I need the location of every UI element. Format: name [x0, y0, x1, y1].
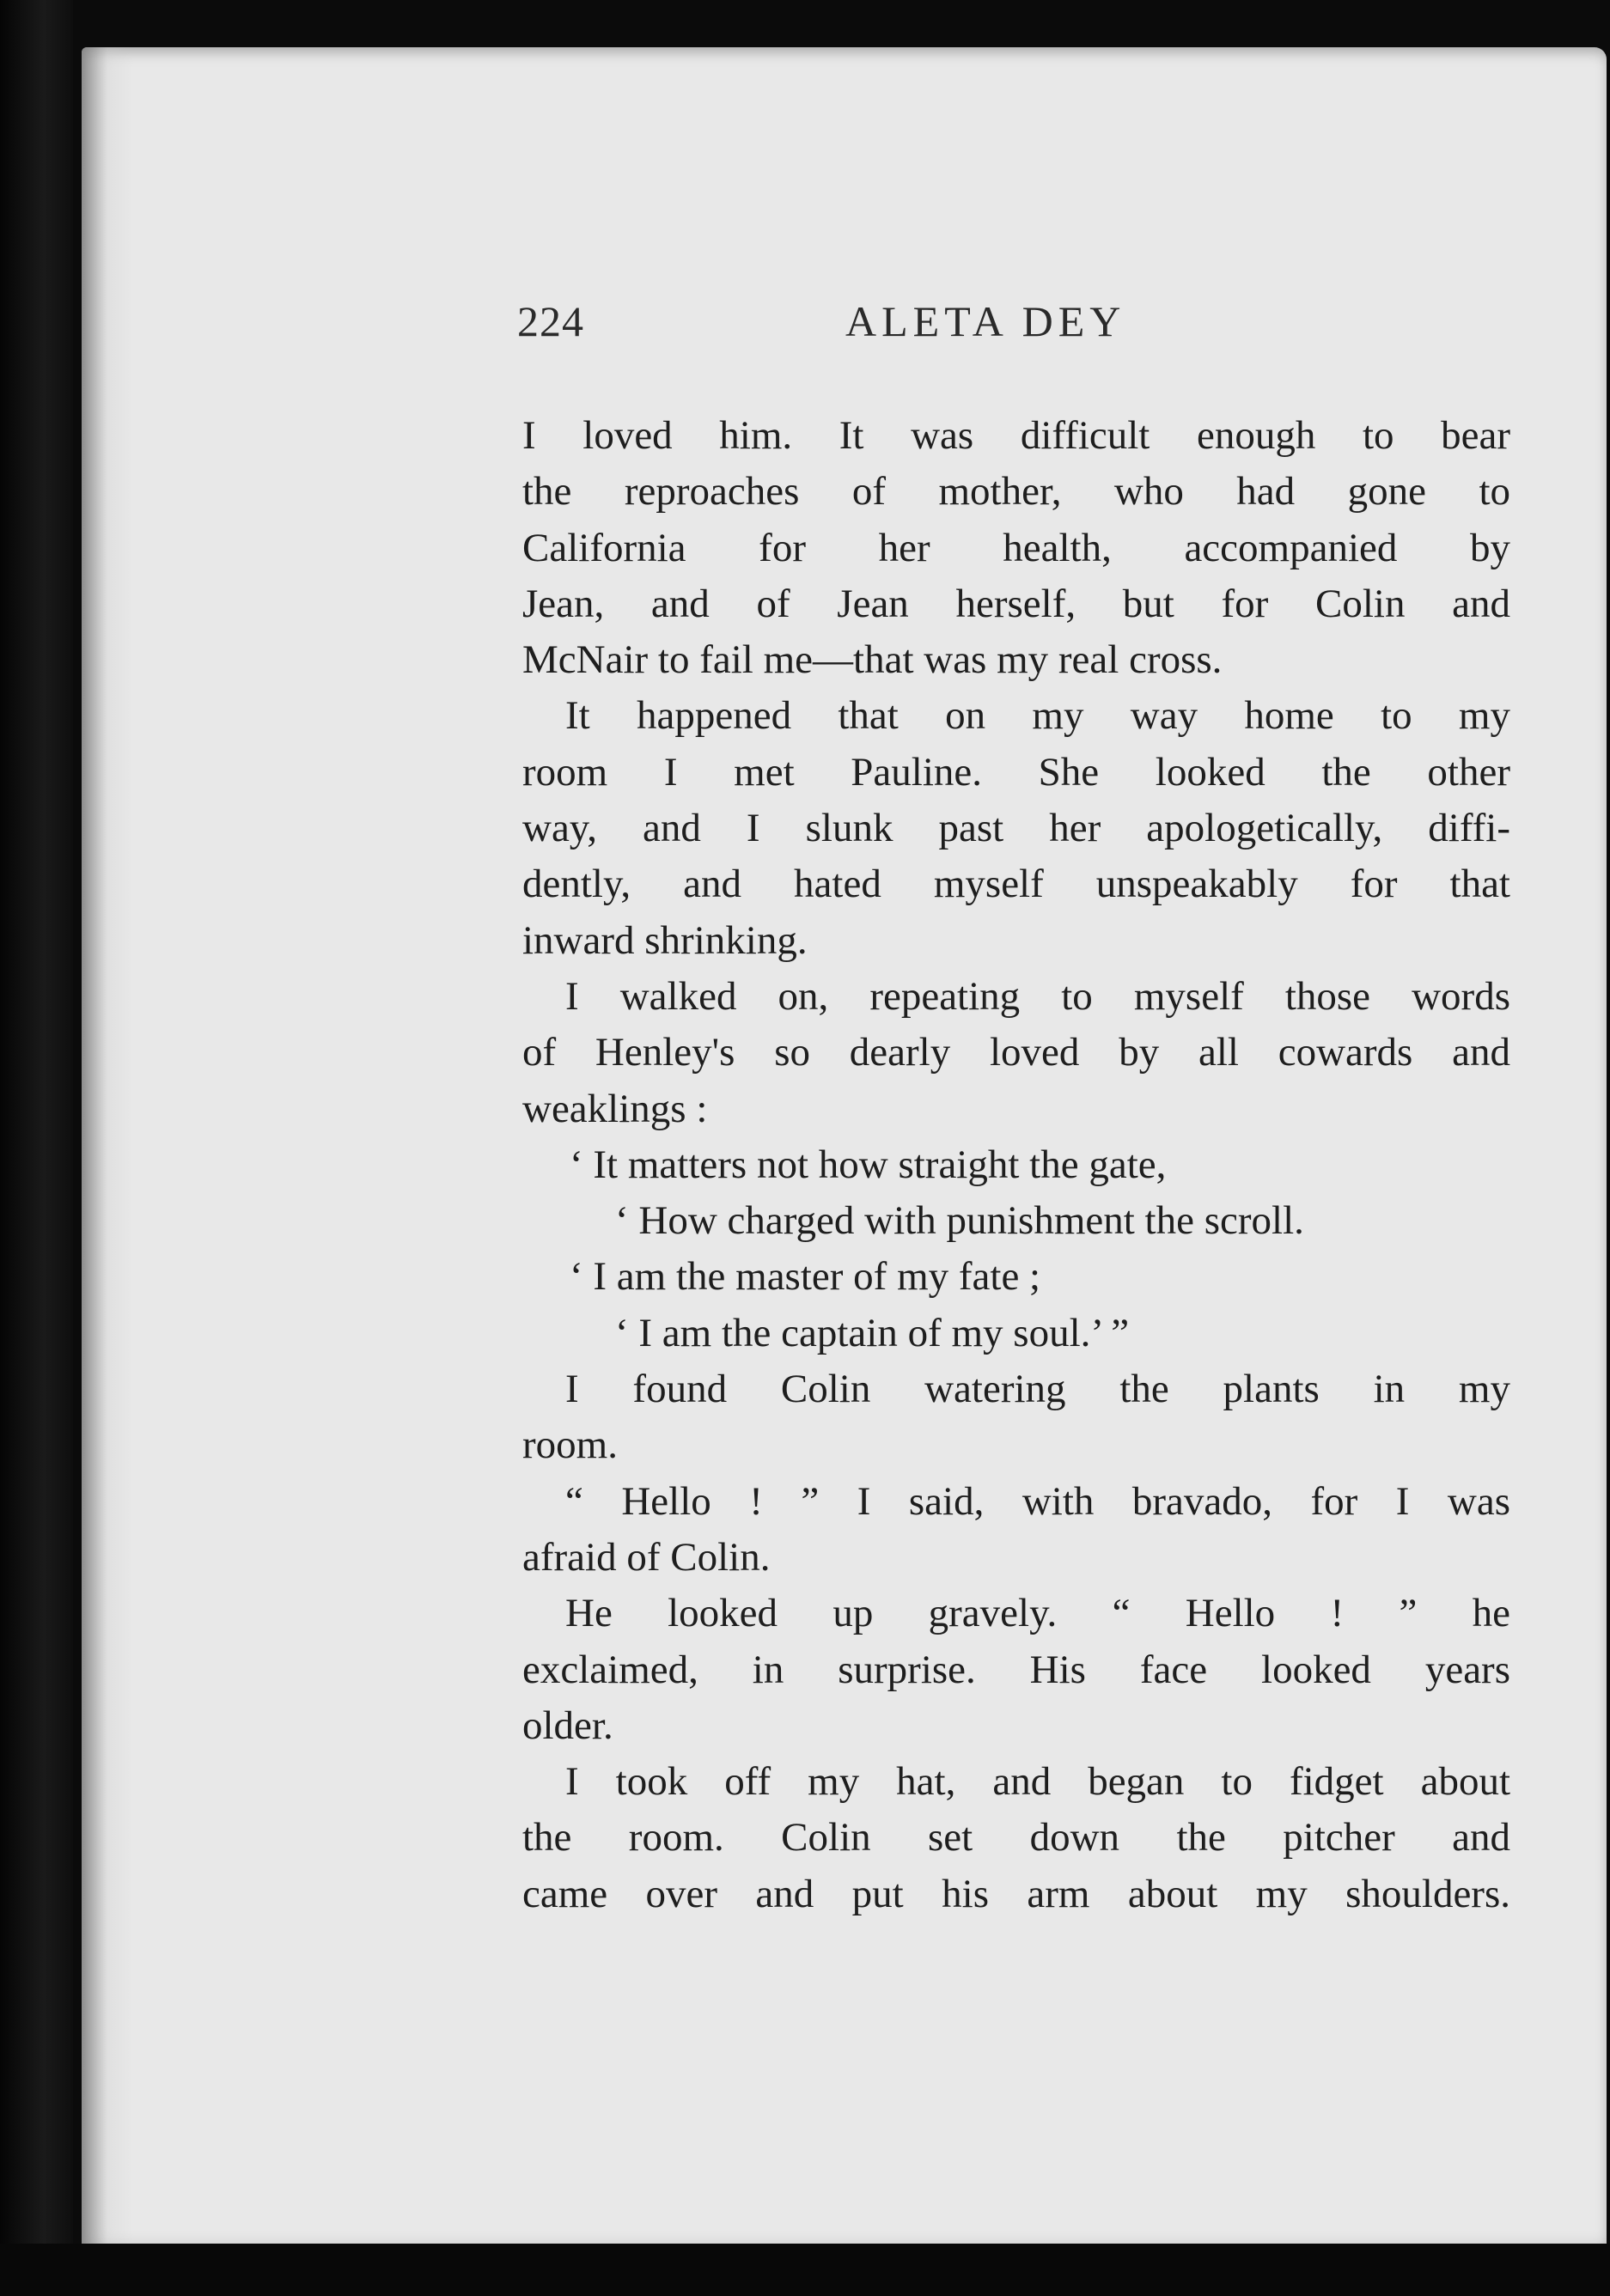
text-line: Jean, and of Jean herself, but for Colin and — [522, 581, 1510, 626]
page-number: 224 — [517, 297, 584, 345]
bottom-border — [0, 2244, 1610, 2296]
text-line: the reproaches of mother, who had gone to — [522, 469, 1510, 515]
text-line: inward shrinking. — [522, 917, 808, 963]
text-line: I walked on, repeating to myself those words — [565, 973, 1510, 1019]
text-line: way, and I slunk past her apologetically, diffi- — [522, 806, 1510, 851]
verse-line: ‘ How charged with punishment the scroll. — [615, 1198, 1304, 1244]
text-line: It happened that on my way home to my — [565, 693, 1510, 739]
text-line: room. — [522, 1422, 618, 1468]
text-line: “ Hello ! ” I said, with bravado, for I was — [565, 1478, 1510, 1524]
running-title: ALETA DEY — [845, 297, 1126, 345]
text-line: room I met Pauline. She looked the other — [522, 749, 1510, 795]
text-line: weaklings : — [522, 1086, 708, 1131]
page-gutter-shadow — [82, 47, 133, 2250]
book-spine-shadow — [0, 0, 73, 2296]
text-line: dently, and hated myself unspeakably for that — [522, 862, 1510, 907]
text-line: California for her health, accompanied by — [522, 525, 1510, 570]
text-line: came over and put his arm about my shoulders. — [522, 1871, 1510, 1916]
text-line: the room. Colin set down the pitcher and — [522, 1815, 1510, 1861]
text-line: I took off my hat, and began to fidget about — [565, 1759, 1510, 1805]
verse-line: ‘ It matters not how straight the gate, — [570, 1142, 1167, 1187]
body-text — [522, 408, 1510, 1922]
text-line: afraid of Colin. — [522, 1534, 771, 1580]
text-line: McNair to fail me—that was my real cross. — [522, 637, 1223, 683]
verse-line: ‘ I am the master of my fate ; — [570, 1254, 1041, 1300]
text-line: of Henley's so dearly loved by all cowards and — [522, 1030, 1510, 1075]
verse-line: ‘ I am the captain of my soul.’ ” — [615, 1310, 1130, 1355]
text-line: I loved him. It was difficult enough to bear — [522, 413, 1510, 458]
text-line: exclaimed, in surprise. His face looked years — [522, 1647, 1510, 1692]
text-line: I found Colin watering the plants in my — [565, 1367, 1510, 1412]
text-line: He looked up gravely. “ Hello ! ” he — [565, 1591, 1510, 1636]
text-line: older. — [522, 1702, 613, 1748]
running-header — [517, 296, 1505, 365]
